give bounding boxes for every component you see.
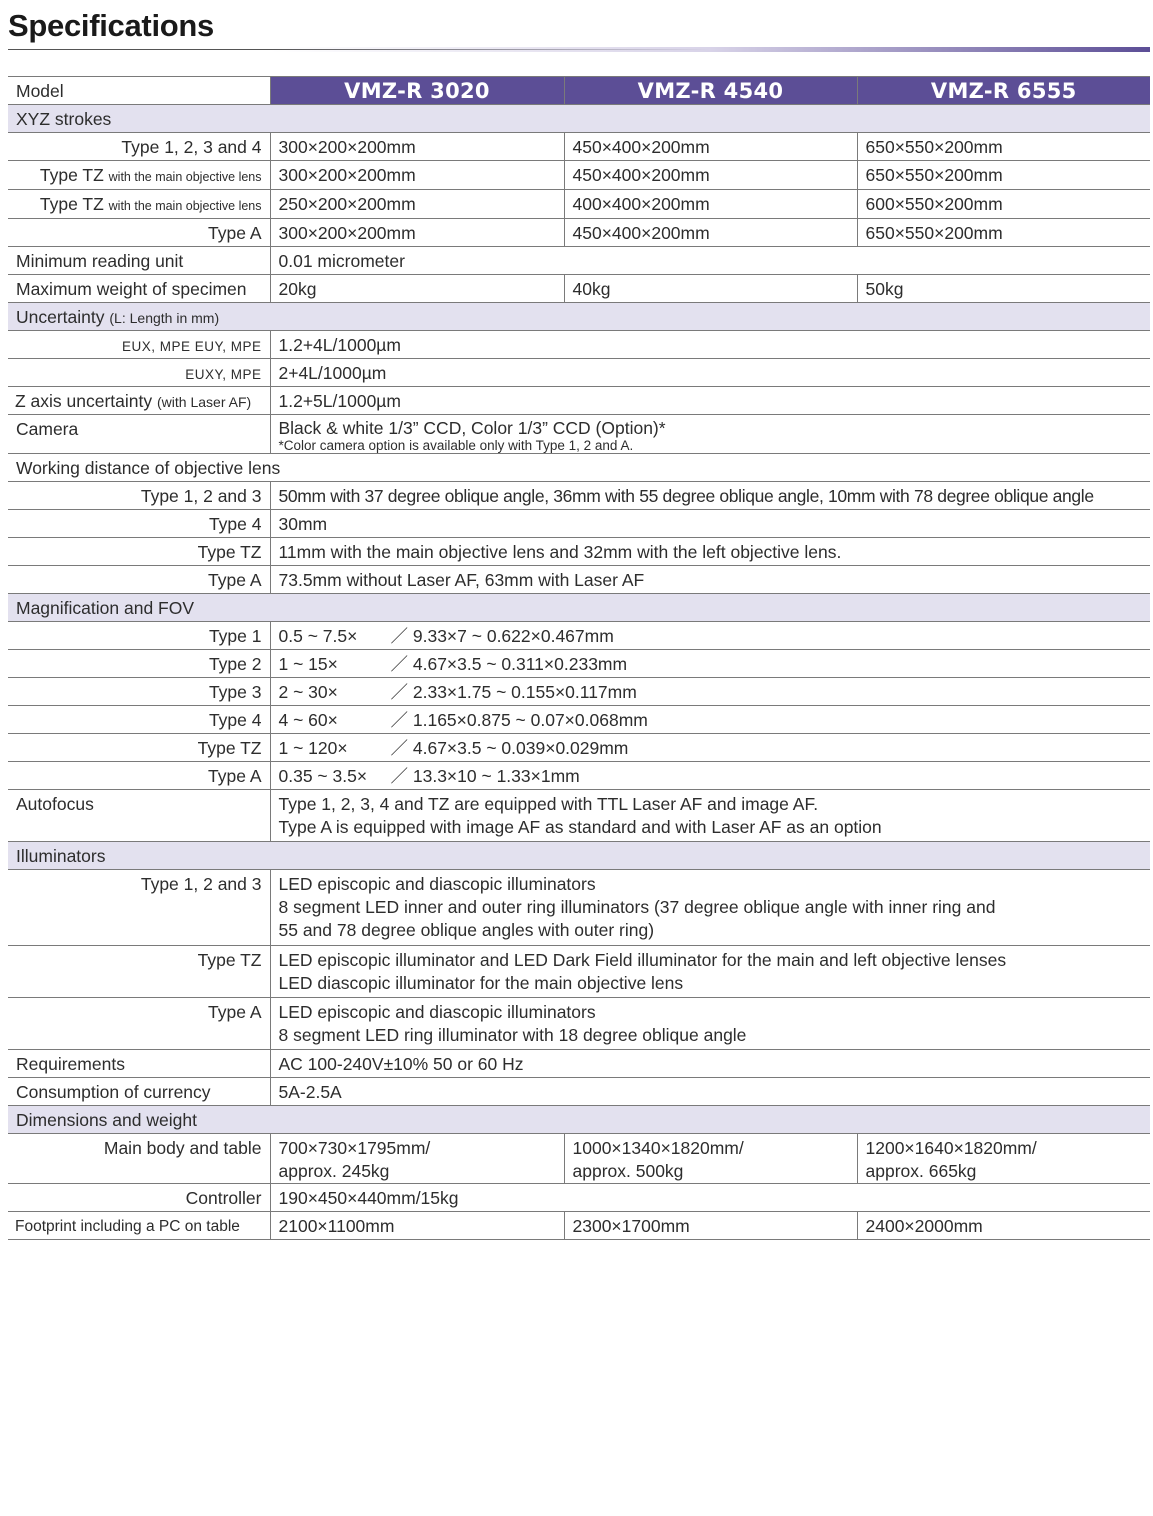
row-label: Type 1, 2, 3 and 4 — [8, 133, 270, 161]
cell: LED episcopic illuminator and LED Dark Field illuminator for the main and left objective lenses LED diascopic illuminator for the main objective lens — [270, 946, 1150, 998]
cell: 4 ~ 60× ／ 1.165×0.875 ~ 0.07×0.068mm — [270, 706, 1150, 734]
table-row — [8, 706, 1150, 734]
row-label: Requirements — [8, 1050, 270, 1078]
cell: 73.5mm without Laser AF, 63mm with Laser AF — [270, 566, 1150, 594]
cell: 1 ~ 15× ／ 4.67×3.5 ~ 0.311×0.233mm — [270, 650, 1150, 678]
table-row — [8, 510, 1150, 538]
row-label: Type TZ with the main objective lens — [8, 190, 270, 219]
table-row — [8, 734, 1150, 762]
cell: 2 ~ 30× ／ 2.33×1.75 ~ 0.155×0.117mm — [270, 678, 1150, 706]
table-row — [8, 1134, 1150, 1184]
row-label: Minimum reading unit — [8, 247, 270, 275]
section-row — [8, 1106, 1150, 1134]
specifications-table — [8, 76, 1150, 1240]
table-row — [8, 538, 1150, 566]
row-label: Type 1 — [8, 622, 270, 650]
cell: 2+4L/1000µm — [270, 359, 1150, 387]
model-label: Model — [8, 77, 270, 105]
row-label: Maximum weight of specimen — [8, 275, 270, 303]
table-row — [8, 790, 1150, 842]
row-label: Type 4 — [8, 706, 270, 734]
cell: 650×550×200mm — [857, 161, 1150, 190]
cell: 0.01 micrometer — [270, 247, 1150, 275]
table-row — [8, 622, 1150, 650]
cell: 650×550×200mm — [857, 133, 1150, 161]
cell: 30mm — [270, 510, 1150, 538]
table-row — [8, 566, 1150, 594]
row-label: Type TZ with the main objective lens — [8, 161, 270, 190]
cell: 450×400×200mm — [564, 219, 857, 247]
cell: 40kg — [564, 275, 857, 303]
section-row — [8, 303, 1150, 331]
table-row — [8, 482, 1150, 510]
cell: 650×550×200mm — [857, 219, 1150, 247]
table-row — [8, 650, 1150, 678]
cell: 0.5 ~ 7.5× ／ 9.33×7 ~ 0.622×0.467mm — [270, 622, 1150, 650]
cell: 50kg — [857, 275, 1150, 303]
cell: 1.2+5L/1000µm — [270, 387, 1150, 415]
row-label: Type TZ — [8, 734, 270, 762]
row-label: Type 1, 2 and 3 — [8, 482, 270, 510]
row-label: EUXY, MPE — [8, 359, 270, 387]
section-illuminators: Illuminators — [8, 842, 1150, 870]
table-row — [8, 762, 1150, 790]
row-label: EUX, MPE EUY, MPE — [8, 331, 270, 359]
cell: 20kg — [270, 275, 564, 303]
cell: 0.35 ~ 3.5× ／ 13.3×10 ~ 1.33×1mm — [270, 762, 1150, 790]
cell: 400×400×200mm — [564, 190, 857, 219]
cell: 50mm with 37 degree oblique angle, 36mm with 55 degree oblique angle, 10mm with 78 degree oblique angle — [270, 482, 1150, 510]
cell: 1200×1640×1820mm/ approx. 665kg — [857, 1134, 1150, 1184]
row-label: Type TZ — [8, 946, 270, 998]
row-label: Autofocus — [8, 790, 270, 842]
row-label: Type A — [8, 762, 270, 790]
cell: 300×200×200mm — [270, 161, 564, 190]
section-row — [8, 594, 1150, 622]
cell: 450×400×200mm — [564, 161, 857, 190]
table-row — [8, 359, 1150, 387]
row-label: Type 3 — [8, 678, 270, 706]
table-row — [8, 946, 1150, 998]
table-row — [8, 387, 1150, 415]
table-row — [8, 678, 1150, 706]
row-label: Type 4 — [8, 510, 270, 538]
section-magnification: Magnification and FOV — [8, 594, 1150, 622]
table-row — [8, 161, 1150, 190]
section-dimensions: Dimensions and weight — [8, 1106, 1150, 1134]
row-label: Main body and table — [8, 1134, 270, 1184]
table-row — [8, 275, 1150, 303]
table-row — [8, 1050, 1150, 1078]
section-row — [8, 842, 1150, 870]
model-header-row — [8, 77, 1150, 105]
table-row — [8, 331, 1150, 359]
cell: 190×450×440mm/15kg — [270, 1184, 1150, 1212]
cell: 1.2+4L/1000µm — [270, 331, 1150, 359]
title-rule — [8, 47, 1150, 52]
section-row — [8, 105, 1150, 133]
model-1: VMZ-R 3020 — [270, 77, 564, 105]
cell: 250×200×200mm — [270, 190, 564, 219]
cell: 1 ~ 120× ／ 4.67×3.5 ~ 0.039×0.029mm — [270, 734, 1150, 762]
table-row — [8, 415, 1150, 454]
table-row — [8, 998, 1150, 1050]
table-row — [8, 870, 1150, 946]
cell: 450×400×200mm — [564, 133, 857, 161]
row-label: Type TZ — [8, 538, 270, 566]
row-label: Z axis uncertainty (with Laser AF) — [8, 387, 270, 415]
cell: LED episcopic and diascopic illuminators 8 segment LED ring illuminator with 18 degree oblique angle — [270, 998, 1150, 1050]
section-row — [8, 454, 1150, 482]
row-label: Footprint including a PC on table — [8, 1212, 270, 1240]
cell: 1000×1340×1820mm/ approx. 500kg — [564, 1134, 857, 1184]
page-title: Specifications — [8, 8, 214, 43]
cell: LED episcopic and diascopic illuminators 8 segment LED inner and outer ring illuminators (37 degree oblique angle with inner ring and 55 and 78 degree oblique angles with outer ring) — [270, 870, 1150, 946]
section-xyz: XYZ strokes — [8, 105, 1150, 133]
cell: 5A-2.5A — [270, 1078, 1150, 1106]
cell: 2300×1700mm — [564, 1212, 857, 1240]
row-label: Consumption of currency — [8, 1078, 270, 1106]
model-2: VMZ-R 4540 — [564, 77, 857, 105]
cell: 2100×1100mm — [270, 1212, 564, 1240]
cell: 600×550×200mm — [857, 190, 1150, 219]
table-row — [8, 190, 1150, 219]
cell: 300×200×200mm — [270, 133, 564, 161]
model-3: VMZ-R 6555 — [857, 77, 1150, 105]
row-label: Camera — [8, 415, 270, 454]
section-working-distance: Working distance of objective lens — [8, 454, 1150, 482]
cell: AC 100-240V±10% 50 or 60 Hz — [270, 1050, 1150, 1078]
table-row — [8, 1184, 1150, 1212]
row-label: Controller — [8, 1184, 270, 1212]
cell: Type 1, 2, 3, 4 and TZ are equipped with TTL Laser AF and image AF. Type A is equipped with image AF as standard and with Laser AF as an option — [270, 790, 1150, 842]
table-row — [8, 1078, 1150, 1106]
row-label: Type 2 — [8, 650, 270, 678]
row-label: Type 1, 2 and 3 — [8, 870, 270, 946]
row-label: Type A — [8, 998, 270, 1050]
cell: 300×200×200mm — [270, 219, 564, 247]
table-row — [8, 219, 1150, 247]
cell: 700×730×1795mm/ approx. 245kg — [270, 1134, 564, 1184]
table-row — [8, 1212, 1150, 1240]
cell: 2400×2000mm — [857, 1212, 1150, 1240]
row-label: Type A — [8, 219, 270, 247]
section-uncertainty: Uncertainty (L: Length in mm) — [8, 303, 1150, 331]
table-row — [8, 133, 1150, 161]
row-label: Type A — [8, 566, 270, 594]
cell: 11mm with the main objective lens and 32mm with the left objective lens. — [270, 538, 1150, 566]
table-row — [8, 247, 1150, 275]
cell: Black & white 1/3” CCD, Color 1/3” CCD (Option)* *Color camera option is available only with Type 1, 2 and A. — [270, 415, 1150, 454]
